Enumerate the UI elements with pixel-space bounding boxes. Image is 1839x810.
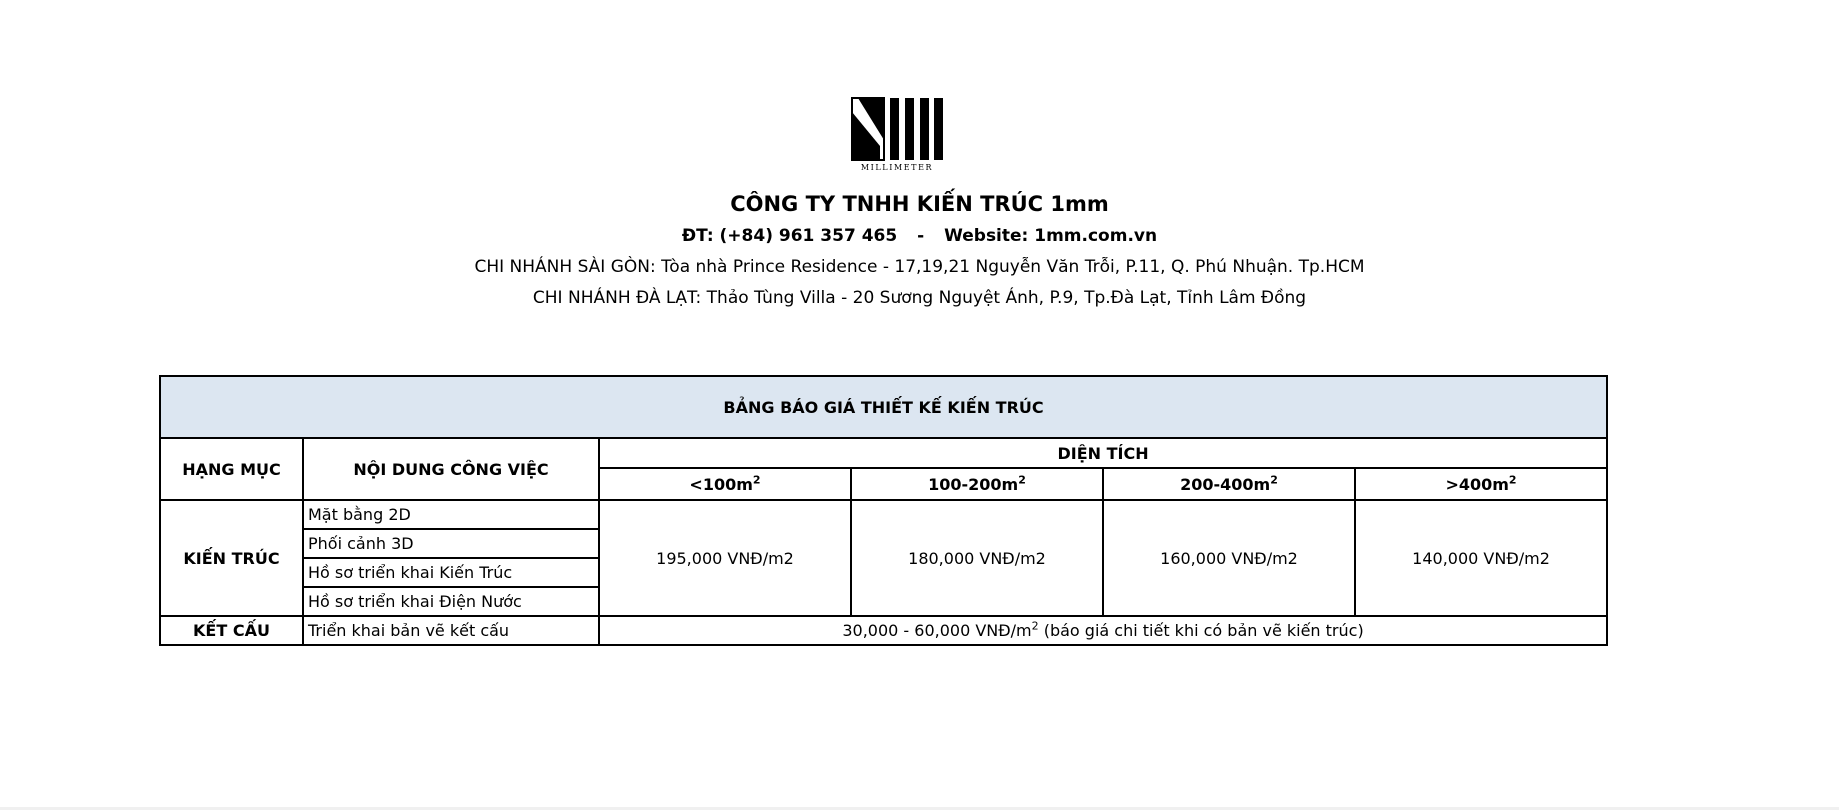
phone-number: ĐT: (+84) 961 357 465 [681, 226, 898, 246]
area-range-header: $100-200m^2$ [851, 468, 1103, 500]
website-link[interactable]: Website: 1mm.com.vn [944, 226, 1158, 246]
table-title: BẢNG BÁO GIÁ THIẾT KẾ KIẾN TRÚC [160, 376, 1607, 438]
work-item: Hồ sơ triển khai Kiến Trúc [303, 558, 599, 587]
category-structure: KẾT CẤU [160, 616, 303, 645]
work-item: Triển khai bản vẽ kết cấu [303, 616, 599, 645]
header-content: NỘI DUNG CÔNG VIỆC [303, 438, 599, 500]
area-range-header: $>400m^2$ [1355, 468, 1607, 500]
structure-price-note: (báo giá chi tiết khi có bản vẽ kiến trúc) [1043, 621, 1364, 640]
contact-separator: - [917, 226, 925, 246]
work-item: Mặt bằng 2D [303, 500, 599, 529]
company-name: CÔNG TY TNHH KIẾN TRÚC 1mm [730, 192, 1109, 216]
branch-dalat-address: CHI NHÁNH ĐÀ LẠT: Thảo Tùng Villa - 20 Sương Nguyệt Ánh, P.9, Tp.Đà Lạt, Tỉnh Lâm Đồng [532, 288, 1307, 308]
area-range-header: $200-400m^2$ [1103, 468, 1355, 500]
logo-caption: MILLIMETER [860, 163, 934, 172]
company-logo [850, 96, 945, 172]
price-cell: 195,000 VNĐ/m2 [599, 500, 851, 616]
millimeter-logo-icon [850, 96, 945, 172]
work-item: Hồ sơ triển khai Điện Nước [303, 587, 599, 616]
price-cell: 160,000 VNĐ/m2 [1103, 500, 1355, 616]
price-quote-table [159, 375, 1608, 646]
price-cell: 140,000 VNĐ/m2 [1355, 500, 1607, 616]
contact-line [0, 226, 1839, 246]
header-area: DIỆN TÍCH [599, 438, 1607, 468]
area-range-header: $<100m^2$ [599, 468, 851, 500]
work-item: Phối cảnh 3D [303, 529, 599, 558]
branch-saigon-address: CHI NHÁNH SÀI GÒN: Tòa nhà Prince Residence - 17,19,21 Nguyễn Văn Trỗi, P.11, Q. Phú Nhuận. Tp.HCM [474, 257, 1365, 277]
structure-price: 30,000 - 60,000 VNĐ/$m^2$ (báo giá chi tiết khi có bản vẽ kiến trúc) [599, 616, 1607, 645]
category-architecture: KIẾN TRÚC [160, 500, 303, 616]
header-category: HẠNG MỤC [160, 438, 303, 500]
price-cell: 180,000 VNĐ/m2 [851, 500, 1103, 616]
